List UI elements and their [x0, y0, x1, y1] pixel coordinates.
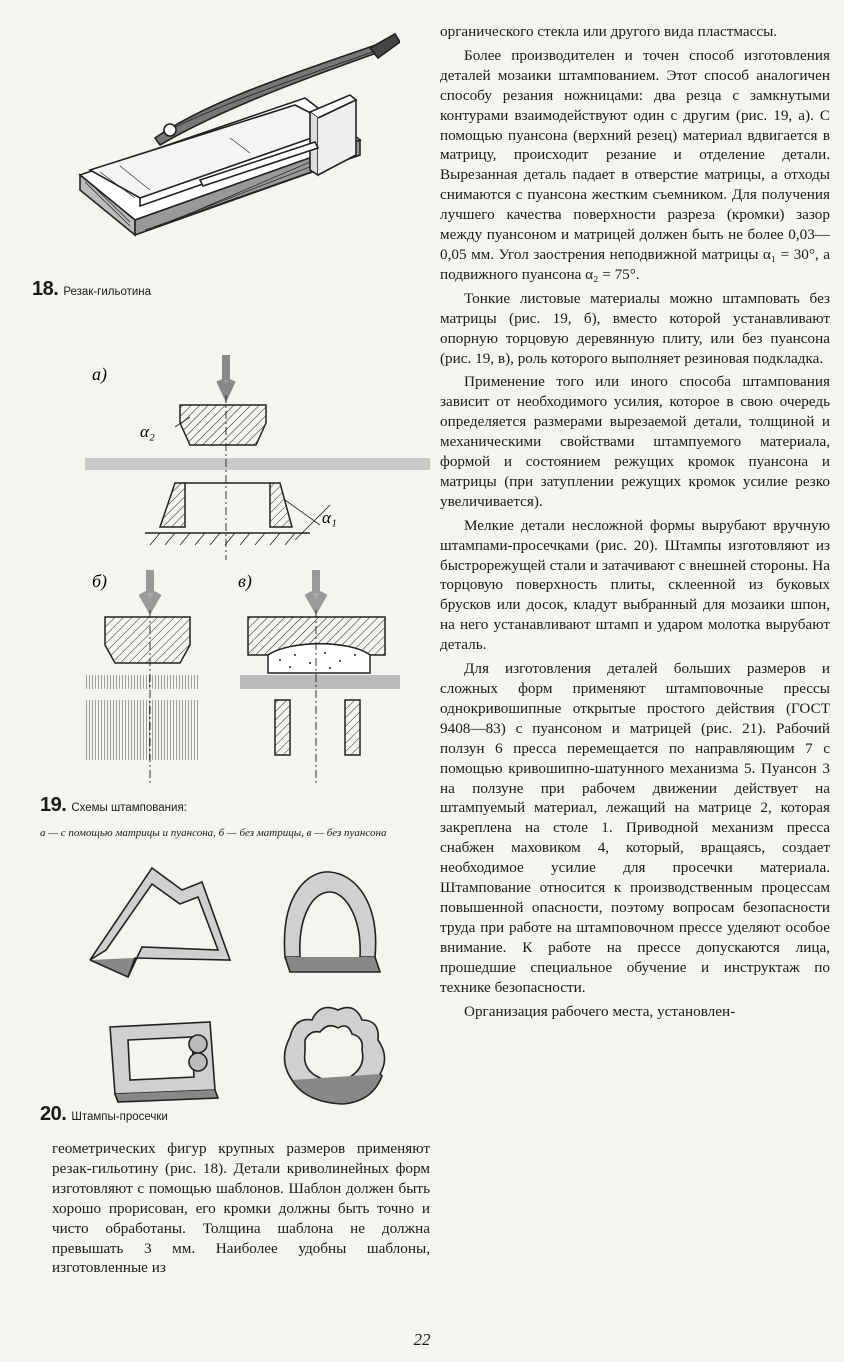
- figure-number: 20.: [40, 1103, 67, 1125]
- figure-number: 18.: [32, 278, 59, 300]
- figure-number: 19.: [40, 794, 67, 816]
- paragraph: геометрических фигур крупных размеров применяют резак-гильотину (рис. 18). Детали криволинейных форм изготовляют с помощью шаблонов. Шаблон должен быть хорошо прорисован, его кромки должны быть точно и чисто обработаны. Толщина шаблона не должна превышать 3 мм. Наиболее удобны шаблоны, изготовленные из: [52, 1140, 430, 1277]
- paragraph: органического стекла или другого вида пластмассы.: [440, 23, 778, 40]
- paragraph: Для изготовления деталей больших размеров и сложных форм применяют штамповочные прессы однокривошипные открытые простого действия (ГОСТ 9408—83) с пуансоном и матрицей (рис. 21). Рабочий ползун 6 пресса перемещается по направляющим 7 с помощью кривошипно-шатунного механизма 5. Пуансон 3 на ползуне при рабочем движении действует на штампуемый материал, лежащий на матрице 2, которая закреплена на столе 1. Приводной механизм пресса снабжен маховиком 4, который, вращаясь, создает необходимое усилие для просечки материала. Штампование относится к производственным процессам повышенной опасности, поэтому вопросам безопасности труда при работе на штамповочном прессе уделяют особое внимание. К работе на прессе допускаются лица, прошедшие специальное обучение и инструктаж по технике безопасности.: [440, 660, 830, 996]
- figure-title: Штампы-просечки: [71, 1111, 168, 1123]
- label-a: а): [92, 364, 107, 384]
- figure-19-caption: [40, 794, 187, 816]
- figure-title: Резак-гильотина: [63, 286, 152, 298]
- punch-stamps-illustration: [80, 862, 410, 1112]
- right-column-text: [440, 22, 830, 1021]
- figure-20-caption: [40, 1103, 168, 1125]
- label-alpha1: α₁: [322, 508, 337, 527]
- paragraph: Применение того или иного способа штампования зависит от необходимого усилия, которое в свою очередь определяется размерами вырезаемой детали, толщиной и механическими свойствами штампуемого материала, формой и состоянием режущих кромок пуансона и матрицы (при затуплении режущих кромок усилие резко увеличивается).: [440, 373, 830, 510]
- paragraph: Организация рабочего места, установлен-: [464, 1002, 736, 1020]
- label-v: в): [238, 571, 252, 591]
- label-alpha2: α₂: [140, 422, 155, 441]
- label-b: б): [92, 571, 108, 591]
- figure-title: Схемы штампования:: [71, 802, 187, 814]
- left-column-text: [52, 1139, 430, 1278]
- paragraph: Более производителен и точен способ изготовления деталей мозаики штампованием. Этот способ аналогичен способу резания ножницами: два резца с замкнутыми контурами взаимодействуют один с другим (рис. 19, а). С помощью пуансона (верхний резец) материал вдвигается в матрицу, происходит резание и отделение детали. Вырезанная деталь падает в отверстие матрицы, а отходы снимаются с пуансона жестким съемником. Для получения лучшего качества поверхности разреза (кромки) зазор между пуансоном и матрицей должен быть не более 0,03—0,05 мм. Угол заострения неподвижной матрицы α₁ = 30°, а подвижного пуансона α₂ = 75°.: [440, 46, 830, 283]
- paragraph: Тонкие листовые материалы можно штамповать без матрицы (рис. 19, б), вместо которой устанавливают опорную торцовую деревянную плиту, или без пуансона (рис. 19, в), роль которого выполняет резиновая подкладка.: [440, 289, 830, 367]
- paragraph: Мелкие детали несложной формы вырубают вручную штампами-просечками (рис. 20). Штампы изготовляют из быстрорежущей стали и затачивают с внешней стороны. На торцовую поверхность плиты, склеенной из буковых брусков или досок, кладут выбранный для мозаики шпон, на него устанавливают штамп и ударом молотка вырубают деталь.: [440, 516, 830, 654]
- figure-18-caption: [32, 278, 152, 300]
- figure-19-subcaption: а — с помощью матрицы и пуансона, б — без матрицы, в — без пуансона: [40, 827, 387, 839]
- stamping-schemes-diagram: [80, 355, 430, 785]
- page-number: 22: [413, 1330, 431, 1349]
- guillotine-illustration: [60, 20, 400, 260]
